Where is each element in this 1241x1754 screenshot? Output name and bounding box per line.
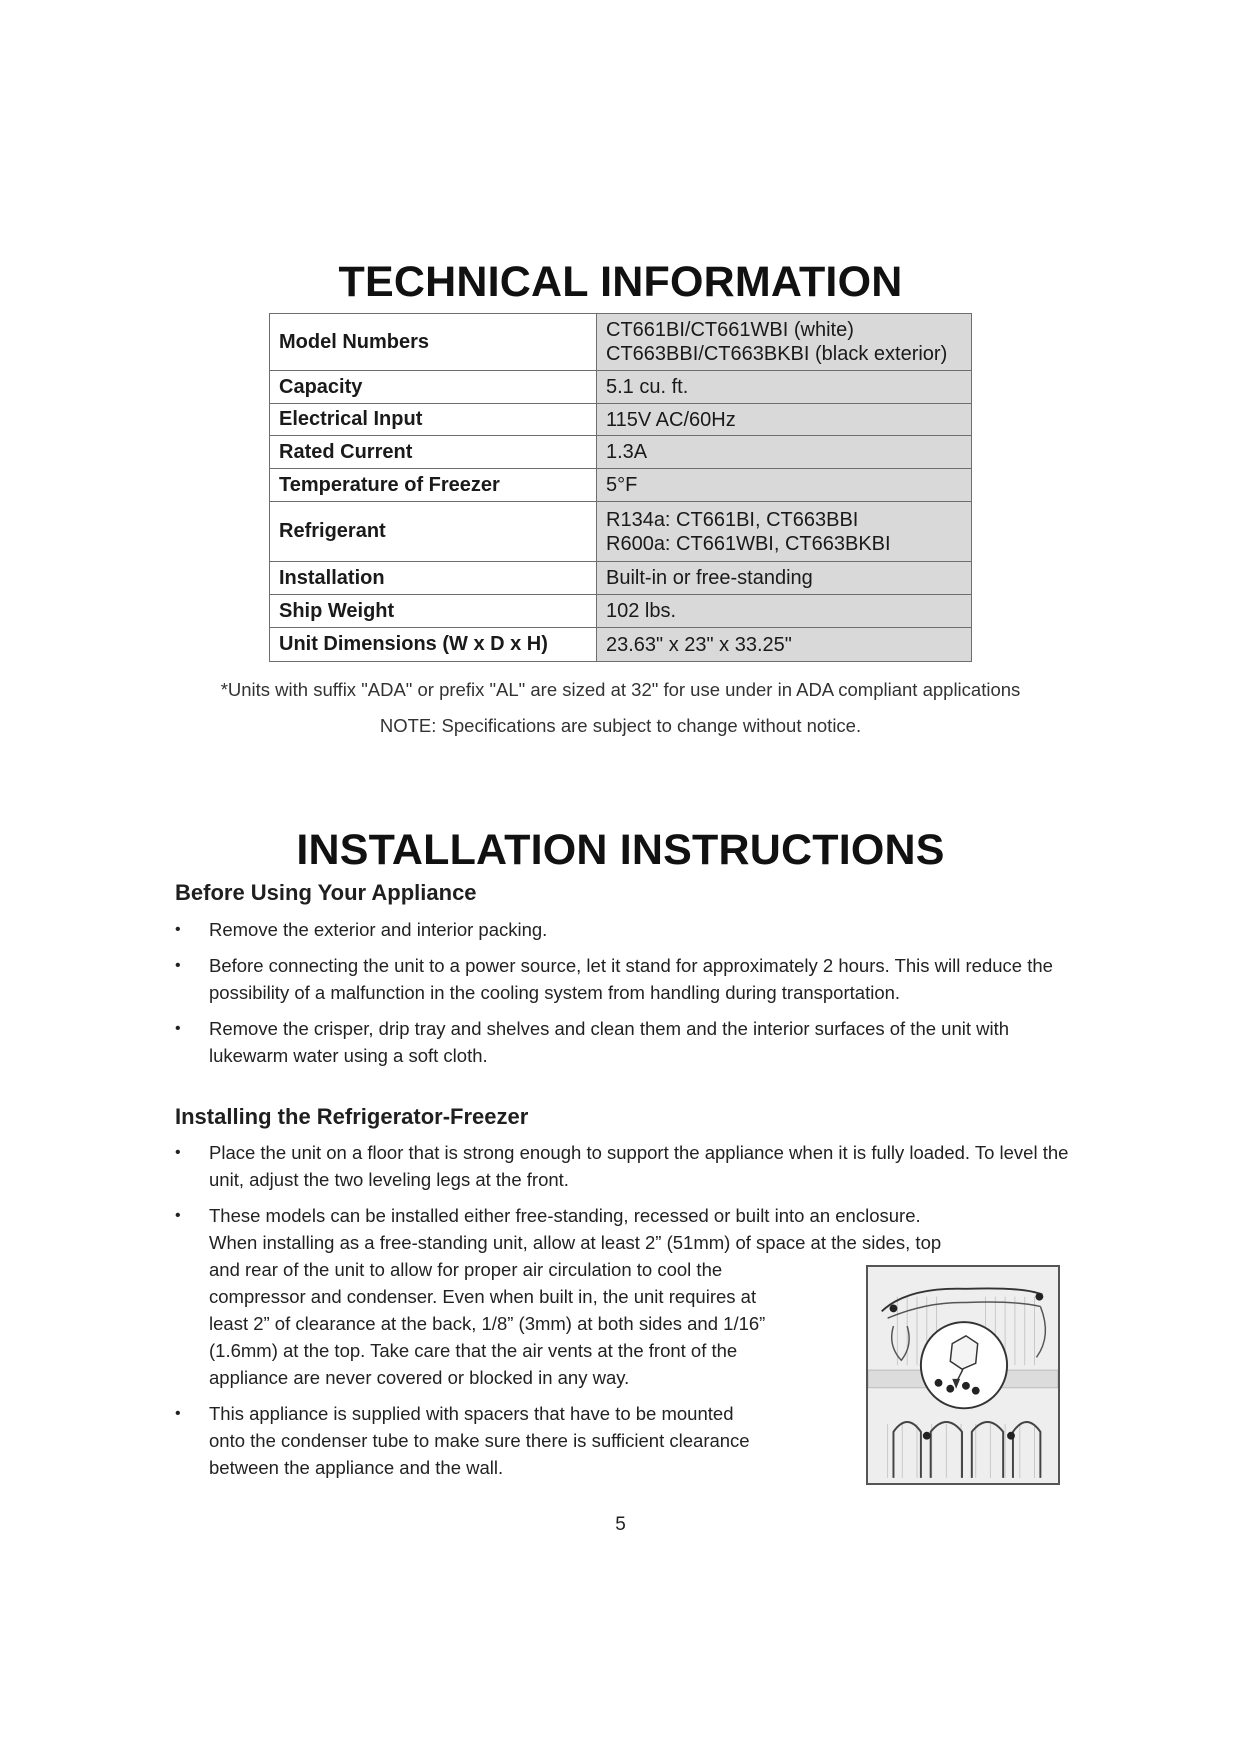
before-using-list (175, 916, 1075, 1078)
spec-label: Model Numbers (270, 314, 597, 371)
list-item-line: between the appliance and the wall. (209, 1457, 504, 1478)
list-item: • Remove the crisper, drip tray and shelves and clean them and the interior surfaces of the unit with lukewarm water using a soft cloth. (175, 1015, 1075, 1069)
spec-label: Rated Current (270, 436, 597, 469)
list-item-line: (1.6mm) at the top. Take care that the air vents at the front of the (209, 1340, 738, 1361)
table-row (270, 469, 972, 502)
list-item: • Remove the exterior and interior packing. (175, 916, 1075, 943)
list-item-line: appliance are never covered or blocked in any way. (209, 1367, 630, 1388)
condenser-spacer-illustration (866, 1265, 1060, 1485)
list-item-line: least 2” of clearance at the back, 1/8” (3mm) at both sides and 1/16” (209, 1313, 766, 1334)
table-row (270, 371, 972, 404)
table-row (270, 628, 972, 662)
list-item-line: onto the condenser tube to make sure there is sufficient clearance (209, 1430, 750, 1451)
condenser-diagram-icon (868, 1267, 1058, 1483)
spec-value-line: R134a: CT661BI, CT663BBI (606, 508, 859, 531)
installation-instructions-title: INSTALLATION INSTRUCTIONS (296, 826, 945, 874)
spec-value (597, 502, 972, 562)
spec-value-line: 102 lbs. (606, 600, 677, 622)
list-item-line: compressor and condenser. Even when built in, the unit requires at (209, 1286, 757, 1307)
spec-change-note: NOTE: Specifications are subject to change without notice. (379, 715, 862, 736)
spec-value-line: Built-in or free-standing (606, 567, 813, 589)
spec-value (597, 595, 972, 628)
table-row (270, 595, 972, 628)
before-using-heading: Before Using Your Appliance (175, 880, 477, 905)
spec-value-line: CT661BI/CT661WBI (white) (606, 319, 854, 341)
spec-label: Installation (270, 562, 597, 595)
table-row (270, 502, 972, 562)
installing-heading: Installing the Refrigerator-Freezer (175, 1104, 529, 1129)
spec-value-line: R600a: CT661WBI, CT663BKBI (606, 532, 891, 555)
spec-label: Electrical Input (270, 404, 597, 436)
spec-value-line: 1.3A (606, 441, 648, 463)
list-item-line: When installing as a free-standing unit, allow at least 2” (51mm) of space at the sides, top (209, 1232, 942, 1253)
spec-value-line: 115V AC/60Hz (606, 408, 736, 431)
spec-value (597, 628, 972, 662)
spec-label: Refrigerant (270, 502, 597, 562)
list-item: • Place the unit on a floor that is strong enough to support the appliance when it is fully loaded. To level the unit, adjust the two leveling legs at the front. (175, 1139, 1075, 1193)
spec-label: Capacity (270, 371, 597, 404)
spec-table (269, 313, 972, 662)
list-item-line: • These models can be installed either free-standing, recessed or built into an enclosure. (209, 1205, 921, 1226)
spec-value (597, 314, 972, 371)
spec-value (597, 371, 972, 404)
table-row (270, 436, 972, 469)
table-row (270, 404, 972, 436)
list-item-line: and rear of the unit to allow for proper air circulation to cool the (209, 1259, 723, 1280)
spec-value-line: 5.1 cu. ft. (606, 376, 689, 398)
spec-value (597, 436, 972, 469)
spec-label: Ship Weight (270, 595, 597, 628)
spec-value (597, 404, 972, 436)
technical-information-title: TECHNICAL INFORMATION (338, 258, 903, 306)
spec-value-line: 23.63" x 23" x 33.25" (606, 633, 792, 656)
ada-footnote: *Units with suffix "ADA" or prefix "AL" are sized at 32" for use under in ADA compliant applications (220, 679, 1021, 700)
spec-label: Unit Dimensions (W x D x H) (270, 628, 597, 662)
table-row (270, 562, 972, 595)
list-item: • Before connecting the unit to a power source, let it stand for approximately 2 hours. This will reduce the possibility of a malfunction in the cooling system from handling during transportation. (175, 952, 1075, 1006)
table-row (270, 314, 972, 371)
page-number: 5 (615, 1514, 626, 1535)
spec-value (597, 469, 972, 502)
spec-value-line: CT663BBI/CT663BKBI (black exterior) (606, 343, 948, 365)
spec-label: Temperature of Freezer (270, 469, 597, 502)
list-item-line: • This appliance is supplied with spacers that have to be mounted (209, 1403, 734, 1424)
spec-value-line: 5°F (606, 474, 638, 496)
spec-value (597, 562, 972, 595)
